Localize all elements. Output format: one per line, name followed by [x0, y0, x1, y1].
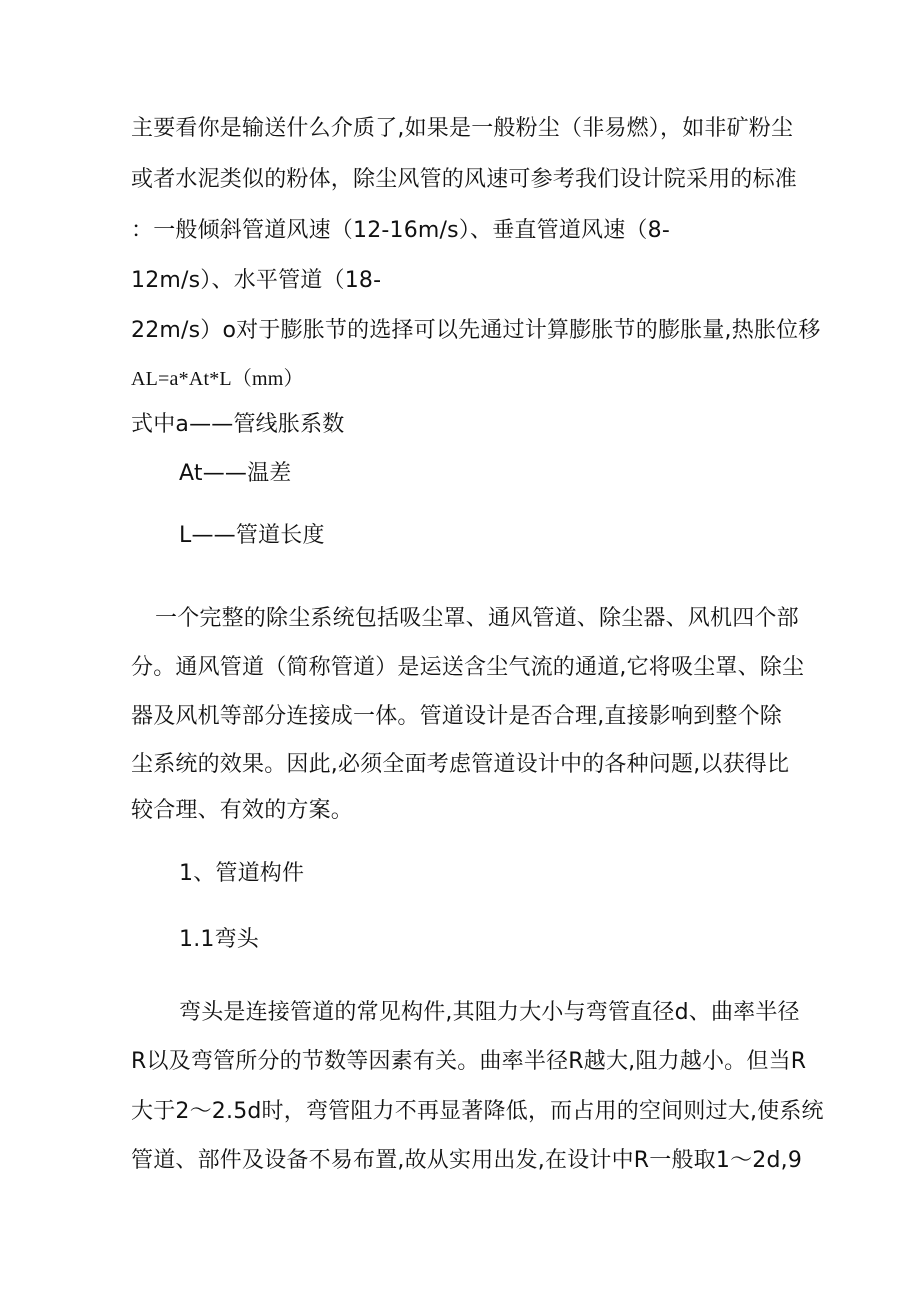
paragraph2-line-3: 器及风机等部分连接成一体。管道设计是否合理,直接影响到整个除	[131, 704, 782, 729]
intro-line-2: 或者水泥类似的粉体，除尘风管的风速可参考我们设计院采用的标准	[131, 167, 798, 192]
formula-where-l: L——管道长度	[179, 523, 325, 548]
paragraph3-line-2: R以及弯管所分的节数等因素有关。曲率半径R越大,阻力越小。但当R	[131, 1049, 807, 1074]
paragraph3-line-3: 大于2〜2.5d时，弯管阻力不再显著降低，而占用的空间则过大,使系统	[131, 1099, 824, 1124]
formula-where-at: At——温差	[179, 461, 292, 486]
intro-line-5: 22m/s）o对于膨胀节的选择可以先通过计算膨胀节的膨胀量,热胀位移	[131, 318, 821, 343]
formula: AL=a*At*L（mm）	[131, 368, 304, 390]
intro-line-4: 12m/s）、水平管道（18-	[131, 268, 382, 293]
paragraph2-line-4: 尘系统的效果。因此,必须全面考虑管道设计中的各种问题,以获得比	[131, 752, 790, 777]
intro-line-3: ：一般倾斜管道风速（12-16m/s）、垂直管道风速（8-	[131, 218, 670, 243]
paragraph3-line-1: 弯头是连接管道的常见构件,其阻力大小与弯管直径d、曲率半径	[179, 1000, 800, 1025]
section-heading-1: 1、管道构件	[179, 861, 305, 886]
paragraph2-line-2: 分。通风管道（简称管道）是运送含尘气流的通道,它将吸尘罩、除尘	[131, 655, 805, 680]
paragraph2-line-5: 较合理、有效的方案。	[131, 798, 354, 823]
formula-where-a: 式中a——管线胀系数	[131, 412, 345, 437]
section-heading-1-1: 1.1弯头	[179, 927, 259, 952]
paragraph3-line-4: 管道、部件及设备不易布置,故从实用出发,在设计中R一般取1〜2d,9	[131, 1148, 803, 1173]
paragraph2-line-1: 一个完整的除尘系统包括吸尘罩、通风管道、除尘器、风机四个部	[155, 606, 799, 631]
intro-line-1: 主要看你是输送什么介质了,如果是一般粉尘（非易燃），如非矿粉尘	[131, 116, 794, 141]
